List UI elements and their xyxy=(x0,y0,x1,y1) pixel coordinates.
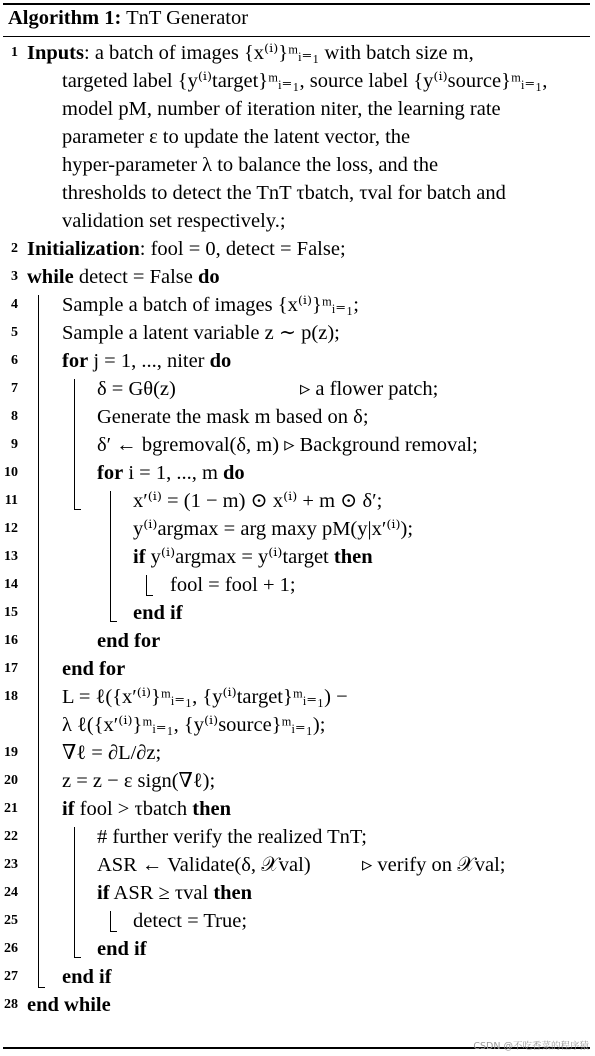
line-number: 6 xyxy=(11,353,18,368)
algorithm-line xyxy=(0,347,595,375)
caption-rule xyxy=(3,36,590,37)
line-text: fool = fool + 1; xyxy=(170,574,296,596)
line-text: δ = Gθ(z) xyxy=(97,378,176,400)
algorithm-line xyxy=(0,795,595,823)
line-text: end for xyxy=(97,630,161,652)
algorithm-line xyxy=(0,39,595,67)
line-text: δ′ ← bgremoval(δ, m) ▹ Background removal; xyxy=(97,434,478,456)
line-text: for i = 1, ..., m do xyxy=(97,462,245,484)
line-text: thresholds to detect the TnT τbatch, τval for batch and xyxy=(62,182,506,204)
algorithm-line xyxy=(0,571,595,599)
line-text: end if xyxy=(133,602,183,624)
line-number: 18 xyxy=(4,689,18,704)
line-number: 20 xyxy=(4,773,18,788)
line-comment: ▹ verify on 𝒳val; xyxy=(362,854,506,876)
line-number: 24 xyxy=(4,885,18,900)
algorithm-line xyxy=(0,459,595,487)
line-text: end if xyxy=(97,938,147,960)
line-number: 2 xyxy=(11,241,18,256)
line-text: Inputs: a batch of images {x⁽ⁱ⁾}ᵐᵢ₌₁ with batch size m, xyxy=(27,42,474,64)
line-number: 26 xyxy=(4,941,18,956)
line-number: 21 xyxy=(4,801,18,816)
line-number: 23 xyxy=(4,857,18,872)
line-text: Sample a latent variable z ∼ p(z); xyxy=(62,322,340,344)
algorithm-line xyxy=(0,123,595,151)
line-text: end if xyxy=(62,966,112,988)
line-text: model pM, number of iteration niter, the learning rate xyxy=(62,98,501,120)
line-number: 17 xyxy=(4,661,18,676)
algorithm-line xyxy=(0,851,595,879)
line-text: validation set respectively.; xyxy=(62,210,286,232)
algorithm-line xyxy=(0,655,595,683)
line-text: parameter ε to update the latent vector, the xyxy=(62,126,411,148)
watermark: CSDN @不吃香菜的程序猿 xyxy=(473,1041,589,1052)
line-number: 8 xyxy=(11,409,18,424)
algorithm-line xyxy=(0,179,595,207)
line-text: if ASR ≥ τval then xyxy=(97,882,253,904)
line-number: 1 xyxy=(11,45,18,60)
line-text: x′⁽ⁱ⁾ = (1 − m) ⊙ x⁽ⁱ⁾ + m ⊙ δ′; xyxy=(133,490,383,512)
algorithm-line xyxy=(0,235,595,263)
if-fool-guide xyxy=(146,575,147,595)
algorithm-line xyxy=(0,683,595,711)
if-batch-guide xyxy=(74,827,75,957)
algorithm-line xyxy=(0,319,595,347)
algorithm-line xyxy=(0,515,595,543)
algorithm-caption xyxy=(8,6,248,30)
line-text: detect = True; xyxy=(133,910,248,932)
while-guide xyxy=(38,295,39,987)
algorithm-caption-title: TnT Generator xyxy=(126,7,249,29)
for-j-guide xyxy=(74,379,75,509)
line-number: 19 xyxy=(4,745,18,760)
line-number: 13 xyxy=(4,549,18,564)
line-number: 11 xyxy=(4,493,18,508)
for-i-guide-tick xyxy=(110,621,117,622)
line-number: 28 xyxy=(4,997,18,1012)
line-number: 9 xyxy=(11,437,18,452)
line-text: for j = 1, ..., niter do xyxy=(62,350,232,372)
algorithm-line xyxy=(0,543,595,571)
if-asr-guide-tick xyxy=(110,931,117,932)
algorithm-caption-label: Algorithm 1: xyxy=(8,7,122,29)
algorithm-line xyxy=(0,431,595,459)
algorithm-line xyxy=(0,599,595,627)
line-text: end for xyxy=(62,658,126,680)
algorithm-line xyxy=(0,403,595,431)
algorithm-line xyxy=(0,151,595,179)
line-number: 10 xyxy=(4,465,18,480)
line-text: L = ℓ({x′⁽ⁱ⁾}ᵐᵢ₌₁, {y⁽ⁱ⁾target}ᵐᵢ₌₁) − xyxy=(62,686,348,708)
line-number: 3 xyxy=(11,269,18,284)
line-number: 4 xyxy=(11,297,18,312)
for-j-guide-tick xyxy=(74,509,81,510)
top-rule xyxy=(3,3,590,5)
line-text: Initialization: fool = 0, detect = False; xyxy=(27,238,346,260)
algorithm-line xyxy=(0,291,595,319)
algorithm-line xyxy=(0,935,595,963)
line-number: 25 xyxy=(4,913,18,928)
line-text: Sample a batch of images {x⁽ⁱ⁾}ᵐᵢ₌₁; xyxy=(62,294,359,316)
line-text: end while xyxy=(27,994,111,1016)
if-asr-guide xyxy=(110,911,111,931)
line-number: 15 xyxy=(4,605,18,620)
line-number: 7 xyxy=(11,381,18,396)
algorithm-line xyxy=(0,487,595,515)
algorithm-line xyxy=(0,767,595,795)
line-text: Generate the mask m based on δ; xyxy=(97,406,369,428)
line-text: λ ℓ({x′⁽ⁱ⁾}ᵐᵢ₌₁, {y⁽ⁱ⁾source}ᵐᵢ₌₁); xyxy=(62,714,326,736)
line-text: y⁽ⁱ⁾argmax = arg maxy pM(y|x′⁽ⁱ⁾); xyxy=(133,518,414,540)
algorithm-line xyxy=(0,711,595,739)
while-guide-tick xyxy=(38,987,45,988)
line-number: 27 xyxy=(4,969,18,984)
if-batch-guide-tick xyxy=(74,957,81,958)
for-i-guide xyxy=(110,491,111,621)
line-number: 5 xyxy=(11,325,18,340)
algorithm-line xyxy=(0,907,595,935)
algorithm-line xyxy=(0,95,595,123)
algorithm-line xyxy=(0,207,595,235)
line-number: 16 xyxy=(4,633,18,648)
line-number: 14 xyxy=(4,577,18,592)
algorithm-line xyxy=(0,991,595,1019)
algorithm-line xyxy=(0,823,595,851)
algorithm-line xyxy=(0,67,595,95)
algorithm-line xyxy=(0,375,595,403)
line-number: 22 xyxy=(4,829,18,844)
line-text: hyper-parameter λ to balance the loss, and the xyxy=(62,154,439,176)
algorithm-line xyxy=(0,963,595,991)
line-text: ∇ℓ = ∂L/∂z; xyxy=(62,742,162,764)
line-text: z = z − ε sign(∇ℓ); xyxy=(62,770,216,792)
line-text: # further verify the realized TnT; xyxy=(97,826,367,848)
line-number: 12 xyxy=(4,521,18,536)
algorithm-line xyxy=(0,739,595,767)
algorithm-line xyxy=(0,627,595,655)
line-text: if y⁽ⁱ⁾argmax = y⁽ⁱ⁾target then xyxy=(133,546,373,568)
line-text: if fool > τbatch then xyxy=(62,798,231,820)
line-text: targeted label {y⁽ⁱ⁾target}ᵐᵢ₌₁, source label {y⁽ⁱ⁾source}ᵐᵢ₌₁, xyxy=(62,70,548,92)
line-text: ASR ← Validate(δ, 𝒳val) xyxy=(97,854,311,876)
algorithm-line xyxy=(0,879,595,907)
line-text: while detect = False do xyxy=(27,266,220,288)
if-fool-guide-tick xyxy=(146,595,153,596)
algorithm-line xyxy=(0,263,595,291)
line-comment: ▹ a flower patch; xyxy=(300,378,439,400)
